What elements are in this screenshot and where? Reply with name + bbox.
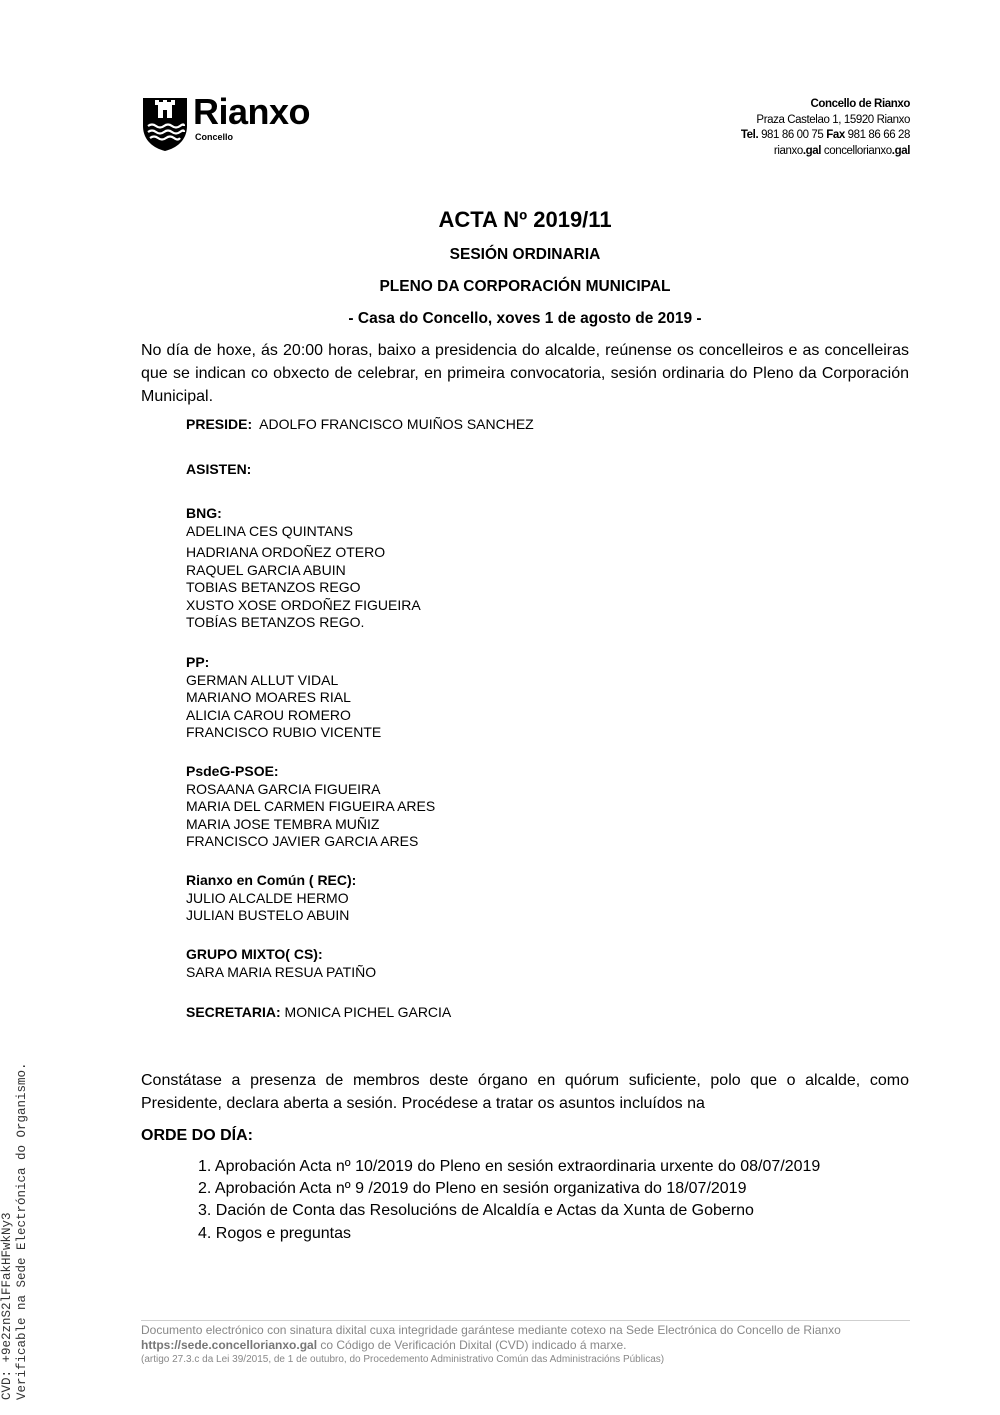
footer xyxy=(141,1323,921,1366)
agenda-item: 1. Aprobación Acta nº 10/2019 do Pleno en sesión extraordinaria urxente do 08/07/2019 xyxy=(198,1158,821,1175)
quorum-paragraph: Constátase a presenza de membros deste órgano en quórum suficiente, polo que o alcalde, como Presidente, declara aberta a sesión. Procédese a tratar os asuntos incluídos na xyxy=(141,1072,909,1112)
group-mixto xyxy=(186,946,376,981)
logo-subtitle: Concello xyxy=(195,132,234,142)
web-line xyxy=(741,144,910,160)
footer-divider xyxy=(141,1320,910,1321)
tel-label: Tel. xyxy=(740,129,759,141)
group-label: BNG: xyxy=(186,505,222,521)
cvd-vertical-stamp xyxy=(0,1062,30,1400)
group-label: PsdeG-PSOE: xyxy=(186,763,279,779)
member: FRANCISCO RUBIO VICENTE xyxy=(186,724,382,740)
member: MARIA JOSE TEMBRA MUÑIZ xyxy=(186,815,380,832)
web1-domain[interactable]: rianxo xyxy=(773,144,803,157)
member: MARIA DEL CARMEN FIGUEIRA ARES xyxy=(186,798,436,814)
agenda-item: 3. Dación de Conta das Resolucións de Alcaldía e Actas da Xunta de Goberno xyxy=(198,1202,754,1219)
preside-label: PRESIDE: xyxy=(186,416,253,432)
footer-line1: Documento electrónico con sinatura dixital cuxa integridade garántese mediante cotexo na Sede Electrónica do Concello de Rianxo xyxy=(141,1323,841,1337)
document-title: ACTA Nº 2019/11 xyxy=(438,207,612,232)
member: HADRIANA ORDOÑEZ OTERO xyxy=(186,544,386,560)
body-name: PLENO DA CORPORACIÓN MUNICIPAL xyxy=(379,278,671,295)
footer-line3: (artigo 27.3.c da Lei 39/2015, de 1 de outubro, do Procedemento Administrativo Común das Administracións Públicas) xyxy=(141,1354,665,1365)
member: ADELINA CES QUINTANS xyxy=(186,522,354,539)
member: FRANCISCO JAVIER GARCIA ARES xyxy=(186,833,419,849)
web2-tld[interactable]: .gal xyxy=(891,144,910,157)
preside-line xyxy=(186,416,534,434)
session-place-date: - Casa do Concello, xoves 1 de agosto de 2019 - xyxy=(348,310,702,327)
group-label: Rianxo en Común ( REC): xyxy=(186,872,357,888)
secretaria-line xyxy=(186,1004,451,1022)
phone-fax-line xyxy=(741,128,910,144)
web2-domain[interactable]: concellorianxo xyxy=(823,144,892,157)
fax-label: Fax xyxy=(826,129,845,141)
group-label: PP: xyxy=(186,654,210,670)
group-bng xyxy=(186,505,421,632)
preside-name: ADOLFO FRANCISCO MUIÑOS SANCHEZ xyxy=(259,416,534,432)
group-rec xyxy=(186,872,356,925)
tel-number: 981 86 00 75 xyxy=(761,129,824,141)
cvd-verify-text: Verificable na Sede Electrónica do Organismo. xyxy=(15,1062,29,1400)
sede-link[interactable]: https://sede.concellorianxo.gal xyxy=(141,1338,318,1352)
member: MARIANO MOARES RIAL xyxy=(186,689,351,705)
orde-heading: ORDE DO DÍA: xyxy=(141,1127,253,1144)
member: XUSTO XOSE ORDOÑEZ FIGUEIRA xyxy=(186,596,421,613)
web1-tld[interactable]: .gal xyxy=(802,144,822,157)
group-psoe xyxy=(186,763,435,851)
member: SARA MARIA RESUA PATIÑO xyxy=(186,963,377,980)
address: Praza Castelao 1, 15920 Rianxo xyxy=(756,113,910,126)
member: JULIO ALCALDE HERMO xyxy=(186,889,349,906)
contact-block xyxy=(741,97,910,159)
coat-of-arms-icon xyxy=(141,96,189,152)
member: RAQUEL GARCIA ABUIN xyxy=(186,561,346,578)
secretaria-label: SECRETARIA: xyxy=(186,1004,281,1020)
group-pp xyxy=(186,654,381,742)
session-type: SESIÓN ORDINARIA xyxy=(449,246,601,263)
cvd-code: CVD: +9e2znS2lFFakHFwkNy3 xyxy=(0,1212,14,1400)
asisten-label: ASISTEN: xyxy=(186,461,252,477)
member: GERMAN ALLUT VIDAL xyxy=(186,671,339,688)
member: ALICIA CAROU ROMERO xyxy=(186,706,351,723)
secretaria-name: MONICA PICHEL GARCIA xyxy=(284,1004,452,1020)
agenda-item: 4. Rogos e preguntas xyxy=(198,1225,351,1242)
member: TOBIAS BETANZOS REGO xyxy=(186,579,361,595)
org-name: Concello de Rianxo xyxy=(810,98,910,110)
intro-paragraph: No día de hoxe, ás 20:00 horas, baixo a presidencia do alcalde, reúnense os concelleiros e as concelleiras que se indican co obxecto de celebrar, en primeira convocatoria, sesión ordinaria do Pleno da Corporación Municipal. xyxy=(141,342,909,405)
rianxo-logo xyxy=(141,91,346,152)
fax-number: 981 86 66 28 xyxy=(847,129,910,141)
member: ROSAANA GARCIA FIGUEIRA xyxy=(186,780,381,797)
group-label: GRUPO MIXTO( CS): xyxy=(186,946,323,962)
agenda-item: 2. Aprobación Acta nº 9 /2019 do Pleno en sesión organizativa do 18/07/2019 xyxy=(198,1180,747,1197)
logo-wordmark: Rianxo xyxy=(193,91,311,132)
member: JULIAN BUSTELO ABUIN xyxy=(186,907,350,923)
footer-line2: https://sede.concellorianxo.gal co Código de Verificación Dixital (CVD) indicado á marxe. xyxy=(141,1338,627,1352)
member: TOBÍAS BETANZOS REGO. xyxy=(186,614,365,630)
